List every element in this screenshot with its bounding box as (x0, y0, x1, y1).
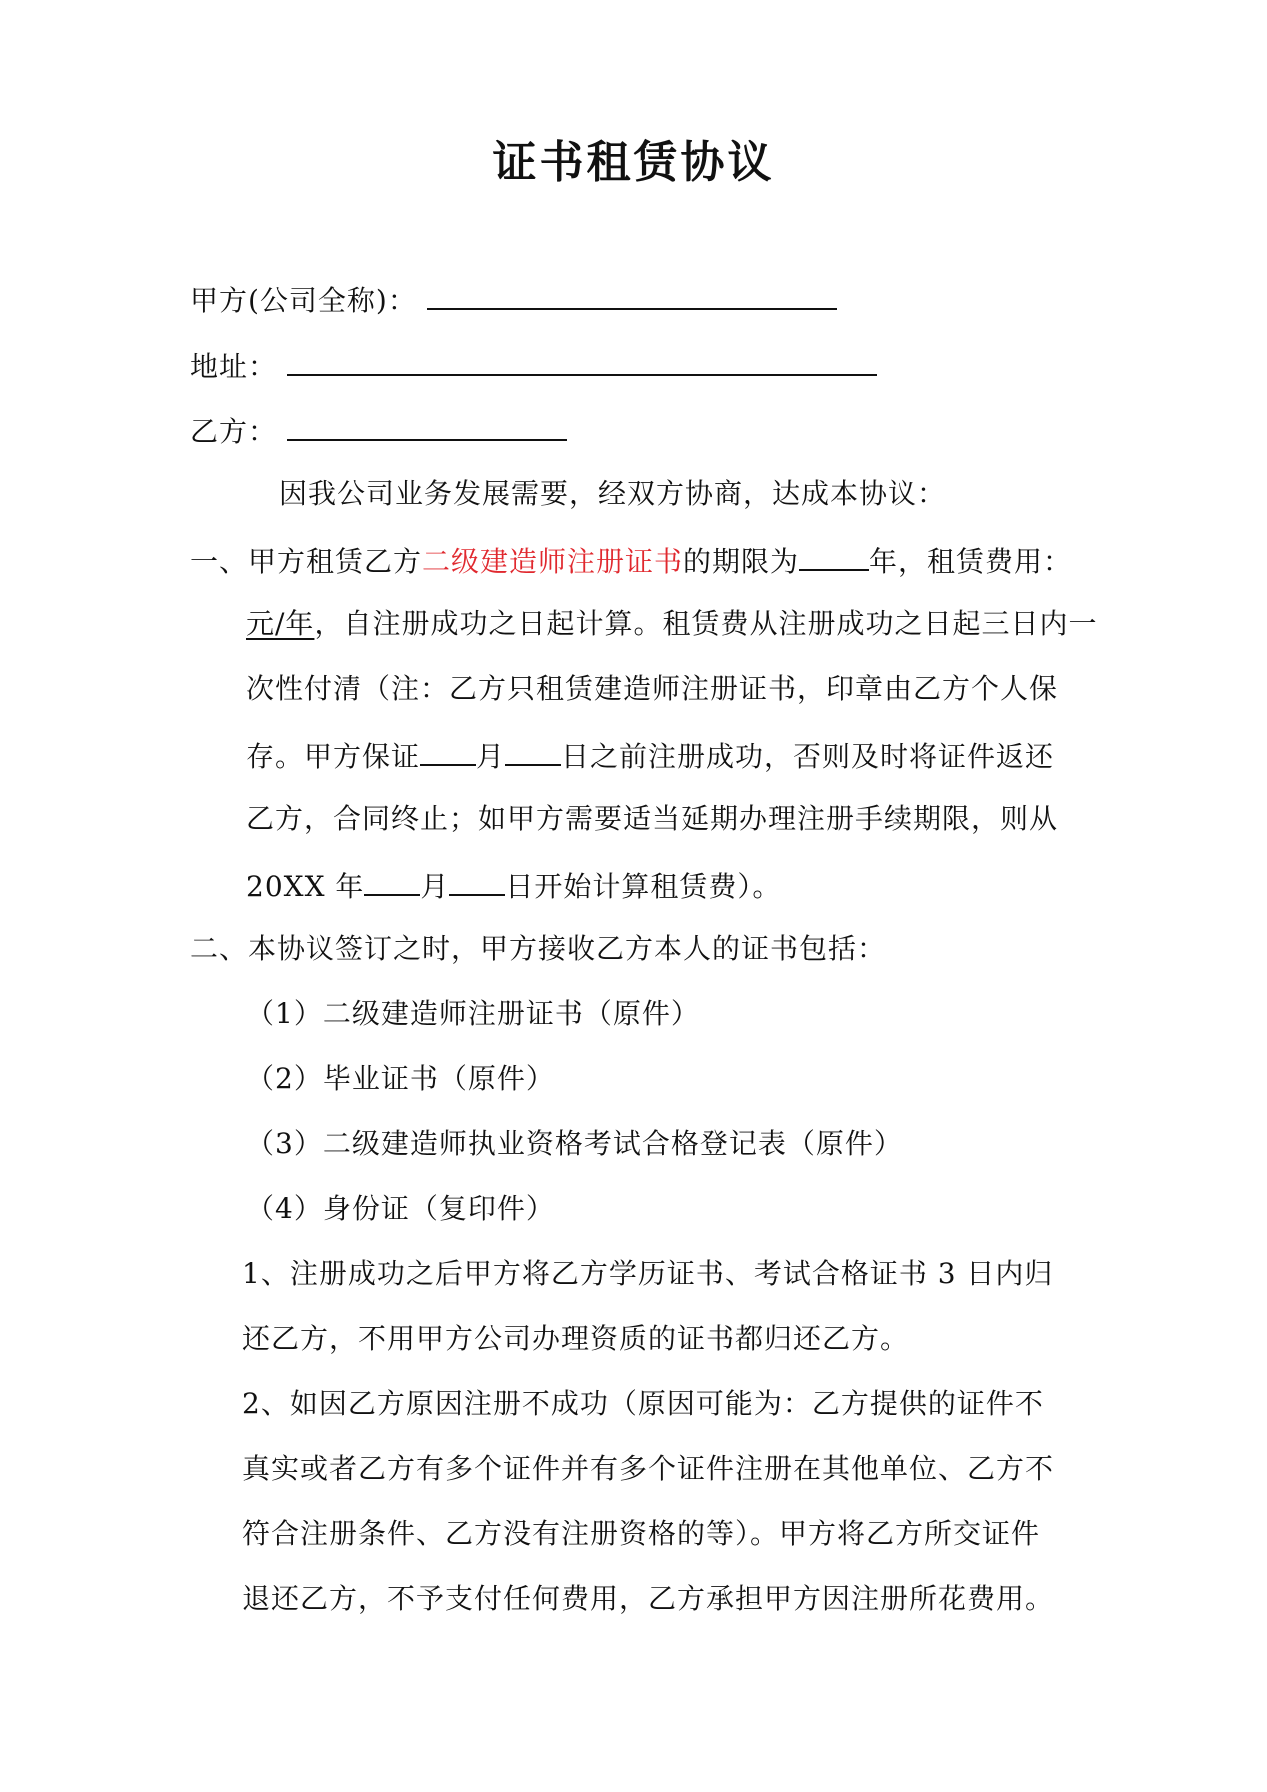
sub-clause2-line4: 退还乙方，不予支付任何费用，乙方承担甲方因注册所花费用。 (242, 1582, 1055, 1615)
sub-clause2-line1: 2、如因乙方原因注册不成功（原因可能为：乙方提供的证件不 (242, 1387, 1044, 1420)
clause1-line6-text-b: 月 (420, 870, 450, 903)
sub-clause2-line3: 符合注册条件、乙方没有注册资格的等）。甲方将乙方所交证件 (242, 1517, 1041, 1550)
clause1-line3: 次性付清（注：乙方只租赁建造师注册证书，印章由乙方个人保 (246, 672, 1059, 705)
clause1-line4 (246, 734, 1054, 777)
start-month-field[interactable] (364, 864, 420, 896)
deadline-month-field[interactable] (420, 734, 476, 766)
certificate-item: （3）二级建造师执业资格考试合格登记表（原件） (246, 1127, 903, 1160)
clause1-line2-text: ，自注册成功之日起计算。租赁费从注册成功之日起三日内一 (314, 607, 1098, 640)
party-b-label: 乙方： (190, 415, 278, 448)
clause1-line1 (190, 539, 1072, 582)
sub-clause1-line1: 1、注册成功之后甲方将乙方学历证书、考试合格证书 3 日内归 (242, 1257, 1054, 1290)
clause1-line4-text-b: 月 (476, 740, 506, 773)
party-b-line (190, 409, 567, 452)
clause1-line6-text-c: 日开始计算租赁费）。 (505, 870, 782, 903)
address-line (190, 344, 877, 387)
sub-clause2-line2: 真实或者乙方有多个证件并有多个证件注册在其他单位、乙方不 (242, 1452, 1055, 1485)
clause1-line4-text-a: 存。甲方保证 (246, 740, 421, 773)
party-a-line (190, 278, 837, 321)
certificate-item: （1）二级建造师注册证书（原件） (246, 997, 700, 1030)
clause1-line5: 乙方，合同终止；如甲方需要适当延期办理注册手续期限，则从 (246, 802, 1059, 835)
clause1-term-label: 的期限为 (683, 545, 800, 578)
certificate-item: （4）身份证（复印件） (246, 1192, 555, 1225)
address-field[interactable] (287, 344, 877, 376)
clause1-prefix: 一、甲方租赁乙方 (190, 545, 423, 578)
clause1-line6-text-a: 20XX 年 (246, 870, 365, 903)
deadline-day-field[interactable] (505, 734, 561, 766)
party-b-name-field[interactable] (287, 409, 567, 441)
document-title: 证书租赁协议 (492, 137, 775, 188)
start-day-field[interactable] (449, 864, 505, 896)
certificate-highlight: 二级建造师注册证书 (422, 545, 684, 578)
intro-paragraph: 因我公司业务发展需要，经双方协商，达成本协议： (279, 477, 947, 510)
clause1-line6 (246, 864, 781, 907)
party-a-label: 甲方(公司全称)： (190, 284, 417, 317)
certificate-item: （2）毕业证书（原件） (246, 1062, 555, 1095)
fee-unit: 元/年 (246, 607, 315, 640)
sub-clause1-line2: 还乙方，不用甲方公司办理资质的证书都归还乙方。 (242, 1322, 910, 1355)
clause1-fee-label: 年，租赁费用： (869, 545, 1073, 578)
clause1-line2 (246, 604, 1097, 644)
clause2-heading: 二、本协议签订之时，甲方接收乙方本人的证书包括： (190, 932, 887, 965)
party-a-name-field[interactable] (427, 278, 837, 310)
address-label: 地址： (190, 350, 278, 383)
clause1-line4-text-c: 日之前注册成功，否则及时将证件返还 (561, 740, 1055, 773)
lease-years-field[interactable] (799, 539, 869, 571)
